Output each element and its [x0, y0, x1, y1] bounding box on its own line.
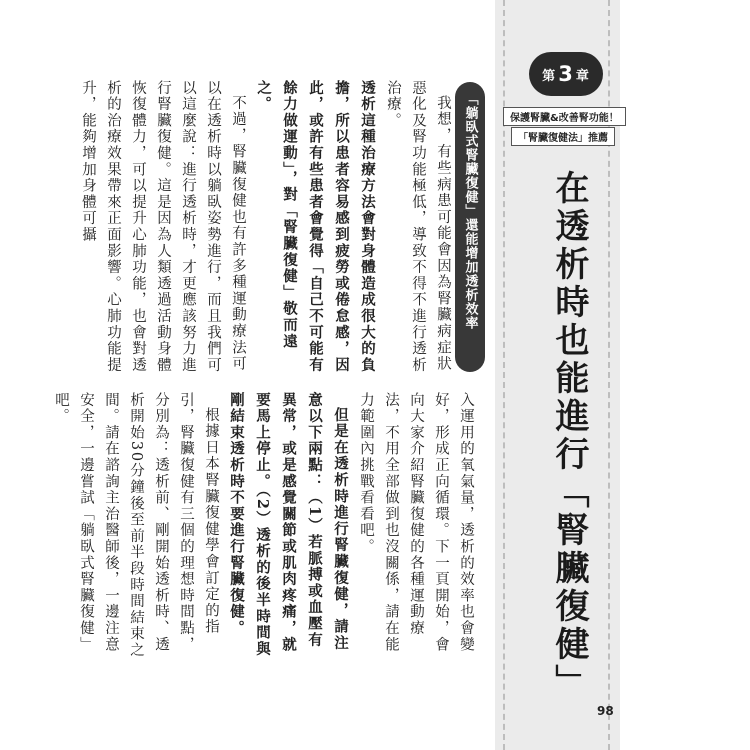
page-title: 在透析時也能進行「腎臟復健」: [549, 170, 589, 702]
paragraph-bold: 透析這種治療方法會對身體造成很大的負擔，所以患者容易感到疲勞或倦怠感，因此，或許有些患者會覺得「自己不可能有餘力做運動」，對「腎臟復健」敬而遠之。: [255, 80, 376, 374]
subtitle-1: 保護腎臟&改善腎功能！: [503, 107, 626, 126]
chapter-number: 3: [558, 62, 574, 86]
page-number: 98: [597, 704, 614, 718]
section-caption: 「躺臥式腎臟復健」還能增加透析效率: [455, 82, 485, 372]
paragraph-bold: 但是在透析時進行腎臟復健，請注意以下兩點：（1）若脈搏或血壓有異常，或是感覺關節或肌肉疼痛，就要馬上停止。（2）透析的後半時間與剛結束透析時不要進行腎臟復健。: [228, 392, 349, 658]
paragraph: 根據日本腎臟復健學會訂定的指引，腎臟復健有三個的理想時間點，分別為：透析前、剛開始透析時、透析開始30分鐘後至前半段時間結束之間。請在諮詢主治醫師後，一邊注意安全，一邊嘗試「躺臥式腎臟復健」吧。: [53, 392, 219, 659]
paragraph: 我想，有些病患可能會因為腎臟病症狀惡化及腎功能極低，導致不得不進行透析治療。: [385, 80, 451, 374]
paragraph: 不過，腎臟復健也有許多種運動療法可以在透析時以躺臥姿勢進行，而且我們可以這麼說：進行透析時，才更應該努力進行腎臟復健。這是因為人類透過活動身體恢復體力，可以提升心肺功能，也會對透析的治療效果帶來正面影響。心肺功能提升，能夠增加身體可攝: [80, 80, 246, 374]
chapter-suffix: 章: [575, 68, 590, 84]
paragraph: 入運用的氧氣量，透析的效率也會變好，形成正向循環。下一頁開始，會向大家介紹腎臟復健的各種運動療法，不用全部做到也沒關係，請在能力範圍內挑戰看看吧。: [358, 392, 474, 653]
subtitle-2: 「腎臟復健法」推薦: [511, 127, 615, 146]
chapter-prefix: 第: [542, 68, 557, 84]
body-text-lower: [53, 392, 478, 662]
body-text-upper: [80, 80, 455, 380]
chapter-badge: [529, 52, 603, 96]
